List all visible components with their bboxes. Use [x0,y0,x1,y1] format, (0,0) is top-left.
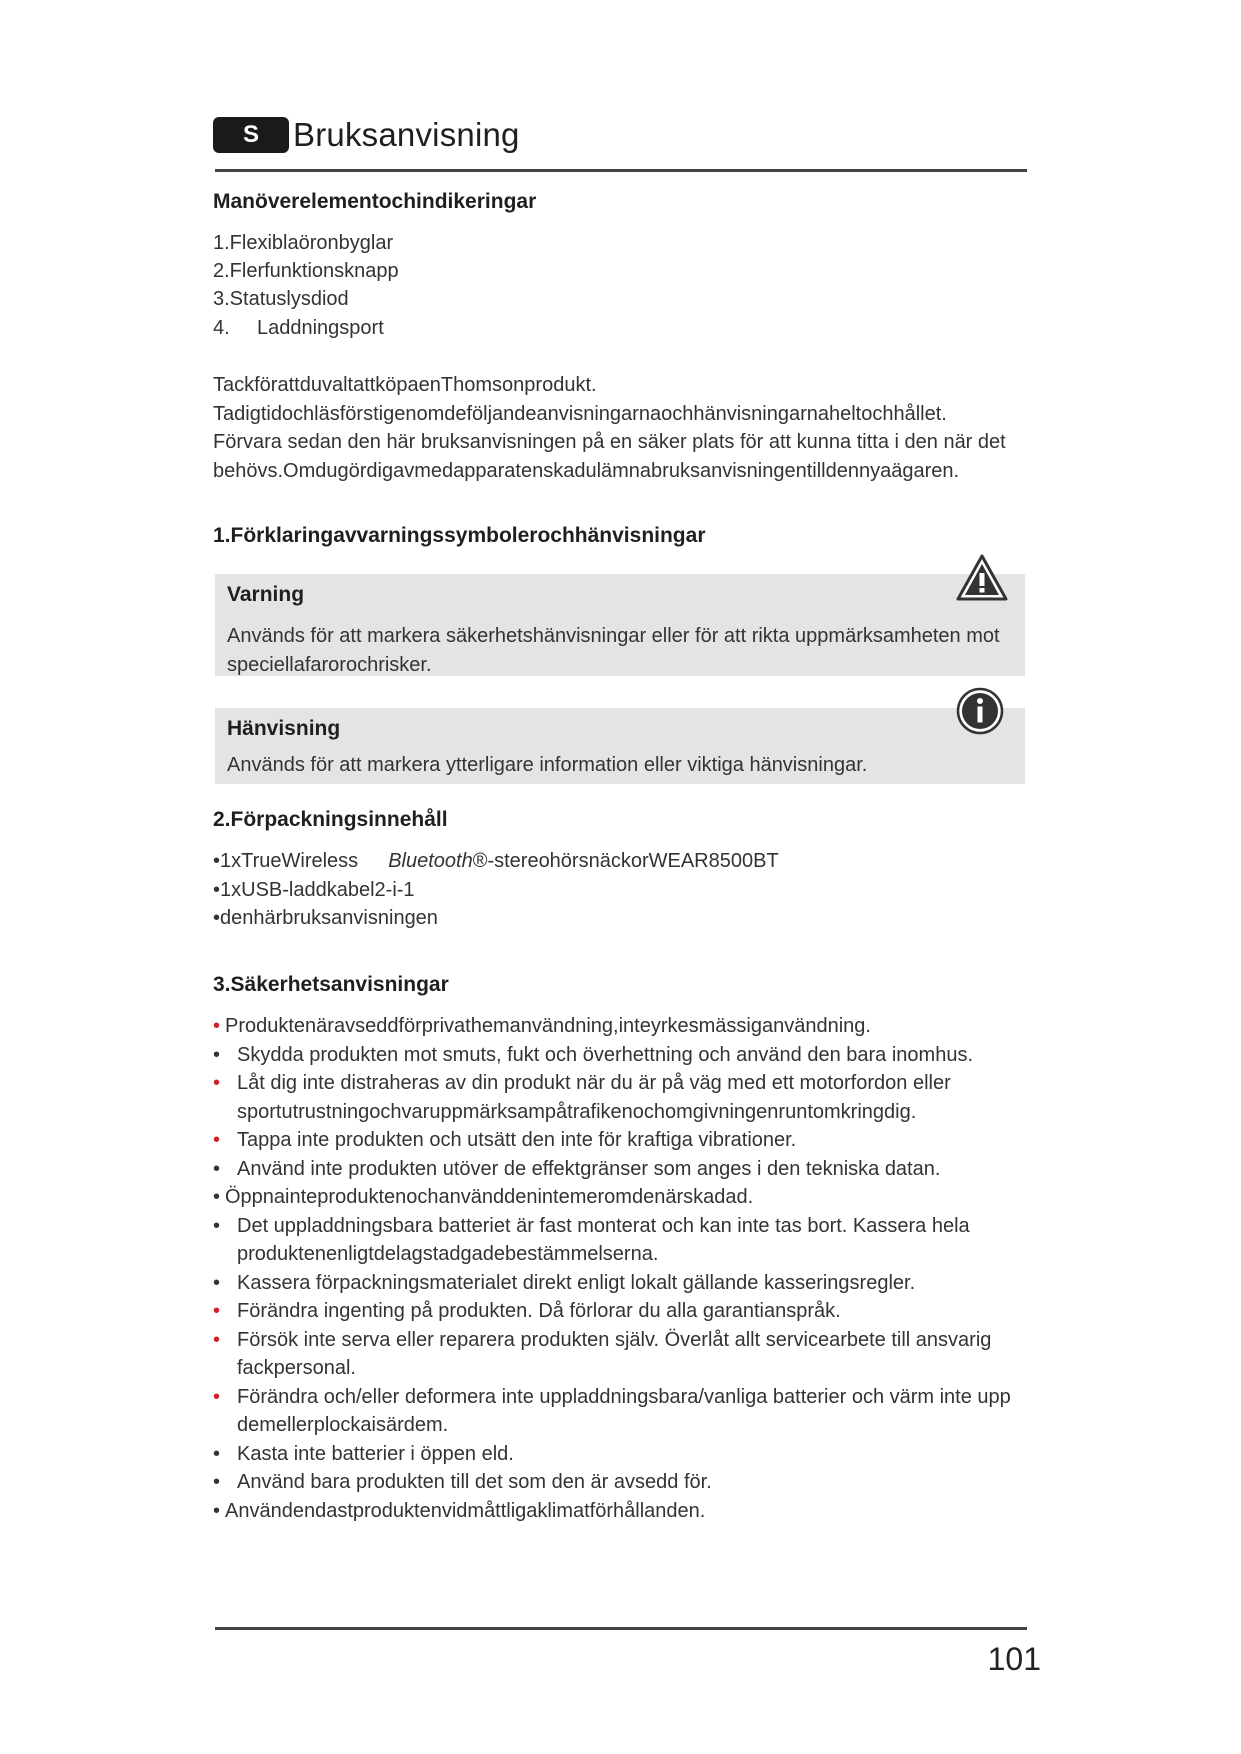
bullet: • [213,1386,221,1408]
section1-heading: 1.Förklaringavvarningssymbolerochhänvisningar [213,524,706,547]
intro-line: TackförattduvaltattköpaenThomsonprodukt. [213,374,597,396]
intro-line: Förvara sedan den här bruksanvisningen på en säker plats för att kunna titta i den när det [213,431,1006,453]
section3-heading: 3.Säkerhetsanvisningar [213,973,449,996]
package-item: •1xUSB-laddkabel2-i-1 [213,879,415,901]
intro-line: behövs.Omdugördigavmedapparatenskadulämnabruksanvisningentilldennyaägaren. [213,460,960,482]
safety-item: • Använd bara produkten till det som den är avsedd för. [213,1468,712,1496]
control-item: 1.Flexiblaöronbyglar [213,232,394,254]
bullet: • [213,1158,221,1180]
control-item-number: 4. [213,317,230,339]
warning-text: Används för att markera säkerhetshänvisningar eller för att rikta uppmärksamheten mot [227,625,1000,647]
page-number: 101 [987,1641,1041,1677]
controls-heading: Manöverelementochindikeringar [213,190,537,213]
note-title: Hänvisning [227,717,341,740]
safety-item: • Skydda produkten mot smuts, fukt och överhettning och använd den bara inomhus. [213,1041,973,1069]
header-divider [215,169,1027,172]
bullet: • [213,1329,221,1351]
bullet: • [213,1072,221,1094]
bullet: • [213,1186,221,1208]
note-text: Används för att markera ytterligare information eller viktiga hänvisningar. [227,754,868,776]
bullet: • [213,1215,221,1237]
safety-item-continued: demellerplockaisärdem. [237,1414,449,1436]
page-header [213,110,520,160]
package-item-text: ®-stereohörsnäckorWEAR8500BT [472,850,779,872]
safety-item: • Förändra ingenting på produkten. Då förlorar du alla garantianspråk. [213,1297,841,1325]
bullet: • [213,1500,221,1522]
bullet: • [213,1272,221,1294]
safety-item: • Förändra och/eller deformera inte uppladdningsbara/vanliga batterier och värm inte upp [213,1383,1011,1411]
bullet: • [213,1044,221,1066]
language-badge: S [213,117,289,153]
warning-triangle-icon [956,554,1008,602]
safety-item-continued: fackpersonal. [237,1357,356,1379]
section2-heading: 2.Förpackningsinnehåll [213,808,448,831]
bullet: • [213,1300,221,1322]
safety-item-continued: sportutrustningochvaruppmärksampåtrafikenochomgivningenruntomkringdig. [237,1101,917,1123]
safety-item: • Låt dig inte distraheras av din produkt när du är på väg med ett motorfordon eller [213,1069,951,1097]
intro-line: Tadigtidochläsförstigenomdeföljandeanvisningarnaochhänvisningarnaheltochhållet. [213,403,947,425]
safety-item: • Tappa inte produkten och utsätt den inte för kraftiga vibrationer. [213,1126,796,1154]
safety-item: • Produktenäravseddförprivathemanvändning,inteyrkesmässiganvändning. [213,1012,871,1040]
safety-item: • Kassera förpackningsmaterialet direkt enligt lokalt gällande kasseringsregler. [213,1269,915,1297]
bullet: • [213,1443,221,1465]
control-item [213,314,384,342]
package-item: •denhärbruksanvisningen [213,907,438,929]
control-item-label: Laddningsport [257,317,384,339]
safety-item-continued: produktenenligtdelagstadgadebestämmelserna. [237,1243,659,1265]
control-item: 3.Statuslysdiod [213,288,349,310]
safety-item: • Användendastproduktenvidmåttligaklimatförhållanden. [213,1497,705,1525]
note-box [215,708,1025,784]
footer-divider [215,1627,1027,1630]
safety-item: • Det uppladdningsbara batteriet är fast monterat och kan inte tas bort. Kassera hela [213,1212,970,1240]
bullet: • [213,1129,221,1151]
control-item: 2.Flerfunktionsknapp [213,260,399,282]
safety-item: • Använd inte produkten utöver de effektgränser som anges i den tekniska datan. [213,1155,940,1183]
warning-box [215,574,1025,676]
safety-item: • Försök inte serva eller reparera produkten själv. Överlåt allt servicearbete till ansvarig [213,1326,991,1354]
info-circle-icon [956,687,1004,735]
safety-item: • Kasta inte batterier i öppen eld. [213,1440,514,1468]
warning-title: Varning [227,583,305,606]
safety-item: • Öppnainteproduktenochanvänddenintemeromdenärskadad. [213,1183,753,1211]
bullet: • [213,1471,221,1493]
page-title: Bruksanvisning [293,116,520,153]
bluetooth-brand: Bluetooth [388,850,473,872]
package-item [213,847,779,875]
package-item-text: •1xTrueWireless [213,850,359,872]
bullet: • [213,1015,221,1037]
warning-text: speciellafarorochrisker. [227,654,432,676]
